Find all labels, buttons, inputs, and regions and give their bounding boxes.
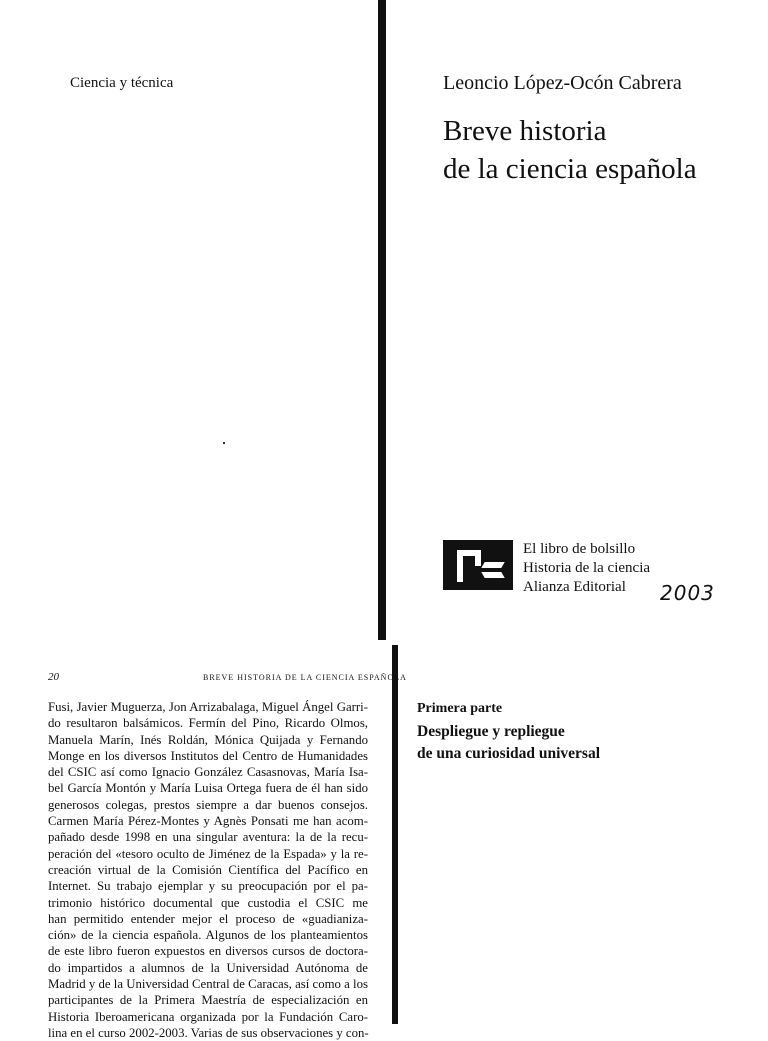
part-title (417, 721, 600, 765)
body-line: peración del «tesoro oculto de Jiménez de la Espada» y la re- (48, 846, 368, 861)
body-line: creación virtual de la Comisión Científica del Pacífico en (48, 862, 368, 877)
alianza-logo-icon (443, 540, 513, 590)
body-line: do resultaron balsámicos. Fermín del Pino, Ricardo Olmos, (48, 716, 368, 731)
page-speck (223, 442, 225, 444)
part-title-line: Despliegue y repliegue (417, 723, 565, 740)
part-title-line: de una curiosidad universal (417, 745, 601, 762)
body-line: Madrid y de la Universidad Central de Caracas, así como a los (48, 977, 368, 992)
gutter-shadow-lower (392, 645, 398, 1024)
body-line: lina en el curso 2002-2003. Varias de sus observaciones y con- (48, 1025, 369, 1040)
body-line: Carmen María Pérez-Montes y Agnès Ponsati me han acom- (48, 814, 368, 829)
body-paragraph (48, 699, 368, 1041)
gutter-shadow-upper (378, 0, 386, 640)
book-gutter (378, 0, 386, 1024)
body-line: Monge en los diversos Institutos del Centro de Humanidades (48, 748, 368, 763)
page-number: 20 (48, 671, 59, 683)
handwritten-year: 2003 (660, 581, 715, 605)
body-line: do impartidos a alumnos de la Universidad Autónoma de (48, 960, 368, 975)
publisher-block (443, 540, 650, 597)
body-line: de este libro fueron expuestos en diversos cursos de doctora- (48, 944, 368, 959)
body-line: han permitido entender mejor el proceso de «guadianiza- (48, 911, 368, 926)
body-line: trimonio histórico documental que custodia el CSIC me (48, 895, 368, 910)
body-line: bel García Montón y María Luisa Ortega fuera de él han sido (48, 781, 368, 796)
section-label: Ciencia y técnica (70, 75, 174, 91)
title-line: de la ciencia española (443, 153, 697, 185)
body-line: Fusi, Javier Muguerza, Jon Arrizabalaga, Miguel Ángel Garri- (48, 700, 368, 714)
author-name: Leoncio López-Ocón Cabrera (443, 72, 682, 94)
body-line: Manuela Marín, Inés Roldán, Mónica Quijada y Fernando (48, 732, 368, 747)
body-line: participantes de la Primera Maestría de especialización en (48, 993, 368, 1008)
body-line: generosos colegas, prestos siempre a dar buenos consejos. (48, 797, 368, 812)
body-line: pañado desde 1998 en una singular aventura: la de la recu- (48, 830, 368, 845)
part-label: Primera parte (417, 701, 503, 716)
body-line: Historia Iberoamericana organizada por la Fundación Caro- (48, 1009, 368, 1024)
body-line: ción» de la ciencia española. Algunos de los planteamientos (48, 928, 368, 943)
publisher-line: El libro de bolsillo (523, 541, 636, 557)
book-title (443, 112, 697, 188)
publisher-line: Alianza Editorial (523, 579, 626, 595)
title-line: Breve historia (443, 115, 607, 147)
running-head: BREVE HISTORIA DE LA CIENCIA ESPAÑOLA (203, 673, 407, 682)
body-line: Internet. Su trabajo ejemplar y su preocupación por el pa- (48, 879, 368, 894)
body-line: del CSIC así como Ignacio González Casasnovas, María Isa- (48, 765, 368, 780)
publisher-line: Historia de la ciencia (523, 560, 651, 576)
publisher-lines (523, 540, 650, 597)
